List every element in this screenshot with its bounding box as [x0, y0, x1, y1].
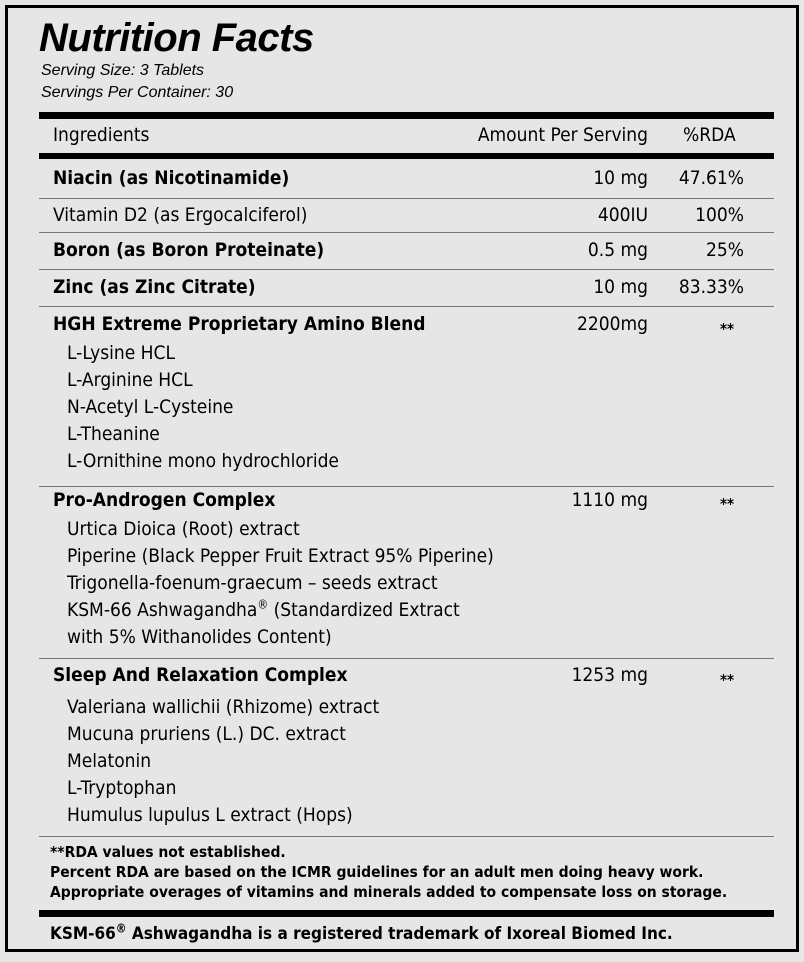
footnote-rda: **RDA values not established. — [50, 843, 286, 861]
blend-item: with 5% Withanolides Content) — [67, 626, 332, 648]
blend-item: Valeriana wallichii (Rhizome) extract — [67, 696, 380, 718]
blend-item: Trigonella-foenum-graecum – seeds extract — [67, 572, 438, 594]
nutrient-name: Boron (as Boron Proteinate) — [53, 239, 325, 261]
blend-rda: ** — [720, 495, 735, 513]
blend-item: L-Tryptophan — [67, 777, 177, 799]
row-divider — [39, 486, 774, 487]
blend-item: Mucuna pruriens (L.) DC. extract — [67, 723, 346, 745]
nutrient-rda: 100% — [695, 204, 744, 226]
nutrient-name: Niacin (as Nicotinamide) — [53, 167, 290, 189]
blend-name: Sleep And Relaxation Complex — [53, 664, 348, 686]
row-divider — [39, 198, 774, 199]
nutrient-rda: 47.61% — [678, 167, 744, 189]
blend-amount: 1253 mg — [571, 664, 648, 686]
header-amount: Amount Per Serving — [477, 124, 648, 146]
blend-item: L-Theanine — [67, 423, 160, 445]
blend-name: HGH Extreme Proprietary Amino Blend — [53, 313, 426, 335]
header-rda: %RDA — [683, 124, 736, 146]
nutrient-rda: 83.33% — [678, 276, 744, 298]
servings-per-container: Servings Per Container: 30 — [41, 84, 234, 101]
blend-rda: ** — [720, 320, 735, 338]
row-divider — [39, 658, 774, 659]
thick-rule-top — [39, 112, 774, 119]
footnote-icmr: Percent RDA are based on the ICMR guidelines for an adult men doing heavy work. — [50, 863, 704, 881]
blend-item: N-Acetyl L-Cysteine — [67, 396, 234, 418]
nutrient-amount: 0.5 mg — [587, 239, 648, 261]
trademark-note: KSM-66® Ashwagandha is a registered trademark of Ixoreal Biomed Inc. — [50, 921, 673, 944]
row-divider — [39, 836, 774, 837]
nutrient-amount: 10 mg — [593, 276, 648, 298]
blend-item: L-Ornithine mono hydrochloride — [67, 450, 339, 472]
blend-item: Piperine (Black Pepper Fruit Extract 95% Piperine) — [67, 545, 494, 567]
blend-item: Humulus lupulus L extract (Hops) — [67, 804, 353, 826]
blend-item: L-Arginine HCL — [67, 369, 193, 391]
blend-item: Melatonin — [67, 750, 152, 772]
blend-rda: ** — [720, 671, 735, 689]
header-ingredients: Ingredients — [53, 124, 150, 146]
blend-amount: 2200mg — [577, 313, 648, 335]
registered-mark: ® — [257, 597, 269, 612]
row-divider — [39, 232, 774, 233]
nutrition-facts-label — [5, 5, 799, 952]
nutrient-amount: 10 mg — [593, 167, 648, 189]
blend-amount: 1110 mg — [571, 489, 648, 511]
registered-mark: ® — [115, 921, 127, 936]
nutrient-name: Vitamin D2 (as Ergocalciferol) — [53, 204, 308, 226]
nutrient-name: Zinc (as Zinc Citrate) — [53, 276, 256, 298]
blend-item: L-Lysine HCL — [67, 342, 175, 364]
blend-item: Urtica Dioica (Root) extract — [67, 518, 300, 540]
label-title: Nutrition Facts — [39, 16, 314, 60]
nutrient-amount: 400IU — [597, 204, 648, 226]
nutrient-rda: 25% — [706, 239, 744, 261]
footnote-overages: Appropriate overages of vitamins and minerals added to compensate loss on storage. — [50, 883, 728, 901]
blend-name: Pro-Androgen Complex — [53, 489, 276, 511]
thick-rule-header — [39, 153, 774, 159]
blend-item-ksm66: KSM-66 Ashwagandha® (Standardized Extract — [67, 597, 460, 621]
row-divider — [39, 306, 774, 307]
row-divider — [39, 269, 774, 270]
serving-size: Serving Size: 3 Tablets — [41, 62, 205, 79]
thick-rule-bottom — [39, 910, 774, 917]
